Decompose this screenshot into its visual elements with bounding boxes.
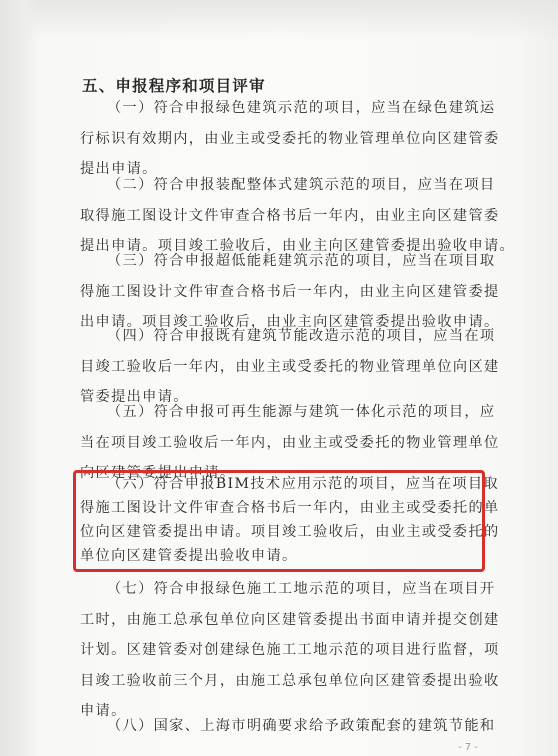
paragraph-line: 位向区建管委提出申请。项目竣工验收后，由业主或受委托的 (80, 524, 500, 540)
paragraph-line: （二）符合申报装配整体式建筑示范的项目，应当在项目 (107, 177, 496, 193)
section-title: 五、申报程序和项目评审 (82, 77, 266, 95)
paragraph-line: （四）符合申报既有建筑节能改造示范的项目，应当在项 (107, 328, 496, 344)
paragraph-line: 行标识有效期内，由业主或受委托的物业管理单位向区建管委 (80, 130, 500, 147)
paragraph-line: 取得施工图设计文件审查合格书后一年内，由业主向区建管委 (80, 207, 500, 224)
paragraph-line: （六）符合申报BIM技术应用示范的项目，应当在项目取 (107, 476, 499, 492)
paragraph-line: 单位向区建管委提出验收申请。 (80, 548, 298, 564)
paragraph-line: （七）符合申报绿色施工工地示范的项目，应当在项目开 (107, 581, 496, 597)
paragraph-line: 出申请。项目竣工验收后，由业主向区建管委提出验收申请。 (80, 314, 500, 330)
paragraph-line: 目竣工验收后一年内，由业主或受委托的物业管理单位向区建 (80, 358, 500, 375)
paragraph-line: 计划。区建管委对创建绿色施工工地示范的项目进行监督，项 (80, 642, 500, 658)
paragraph-line: 提出申请。项目竣工验收后，由业主向区建管委提出验收申请。 (80, 238, 516, 254)
paragraph-line: （三）符合申报超低能耗建筑示范的项目，应当在项目取 (107, 253, 496, 269)
paragraph-line: 工时，由施工总承包单位向区建管委提出书面申请并提交创建 (80, 611, 500, 628)
paragraph-line: 申请。 (80, 703, 127, 719)
paragraph-7 (80, 574, 500, 727)
paragraph-line: 目竣工验收前三个月，由施工总承包单位向区建管委提出验收 (80, 672, 500, 689)
scan-left-edge (0, 0, 38, 756)
paragraph-line: 得施工图设计文件审查合格书后一年内，由业主向区建管委提 (80, 283, 500, 300)
highlight-box (73, 470, 485, 572)
paragraph-line: 管委提出申请。 (80, 389, 189, 405)
paragraph-line: 得施工图设计文件审查合格书后一年内，由业主或受委托的单 (80, 500, 500, 516)
scan-top-shadow (0, 0, 558, 40)
paragraph-line: 向区建管委提出申请。 (80, 465, 236, 481)
paragraph-8 (80, 711, 496, 742)
paragraph-line: （一）符合申报绿色建筑示范的项目，应当在绿色建筑运 (107, 100, 496, 116)
paragraph-line: （五）符合申报可再生能源与建筑一体化示范的项目，应 (107, 404, 496, 420)
paragraph-line: 当在项目竣工验收后一年内，由业主或受委托的物业管理单位 (80, 434, 500, 451)
page-number: - 7 - (458, 742, 478, 753)
paragraph-line: （八）国家、上海市明确要求给予政策配套的建筑节能和 (107, 718, 496, 734)
paragraph-line: 提出申请。 (80, 161, 158, 177)
